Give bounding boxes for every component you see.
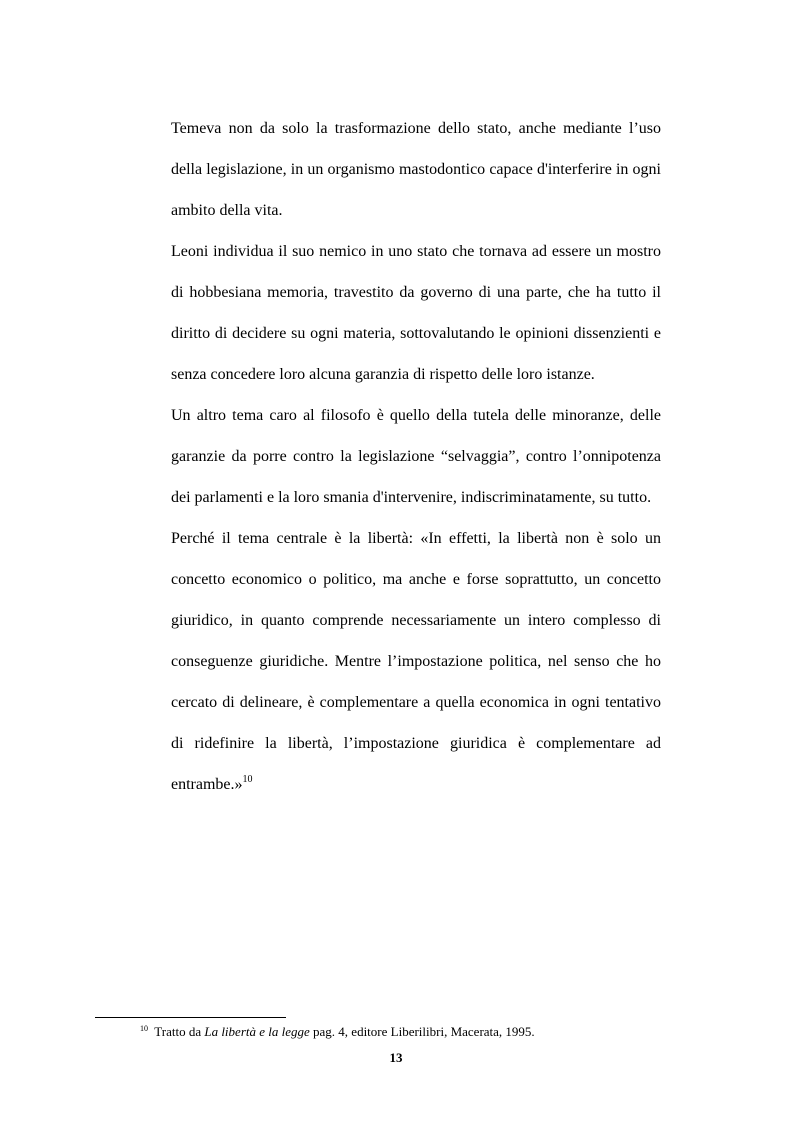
footnote-reference: 10 [242,774,253,785]
footnote-suffix: pag. 4, editore Liberilibri, Macerata, 1995. [309,1024,535,1039]
page-number: 13 [389,1050,403,1065]
paragraph-3: Un altro tema caro al filosofo è quello della tutela delle minoranze, delle garanzie da porre contro la legislazione “selvaggia”, contro l’onnipotenza dei parlamenti e la loro smania d'intervenire, indiscriminatamente, su tutto. [171,407,661,506]
paragraph-2: Leoni individua il suo nemico in uno stato che tornava ad essere un mostro di hobbesiana memoria, travestito da governo di una parte, che ha tutto il diritto di decidere su ogni materia, sottovalutando le opinioni dissenzienti e senza concedere loro alcuna garanzia di rispetto delle loro istanze. [171,243,661,383]
paragraph-4 [171,518,661,805]
footnote-title: La libertà e la legge [204,1024,310,1039]
paragraph-1: Temeva non da solo la trasformazione dello stato, anche mediante l’uso della legislazione, in un organismo mastodontico capace d'interferire in ogni ambito della vita. [171,120,661,219]
footnote [140,1023,700,1041]
body-text [171,108,661,805]
footnote-separator [95,1017,286,1018]
paragraph-4-text: Perché il tema centrale è la libertà: «In effetti, la libertà non è solo un concetto economico o politico, ma anche e forse soprattutto, un concetto giuridico, in quanto comprende necessariamente un intero complesso di conseguenze giuridiche. Mentre l’impostazione politica, nel senso che ho cercato di delineare, è complementare a quella economica in ogni tentativo di ridefinire la libertà, l’impostazione giuridica è complementare ad entrambe.» [171,530,661,793]
footnote-number: 10 [140,1024,148,1033]
footnote-prefix: Tratto da [154,1024,205,1039]
